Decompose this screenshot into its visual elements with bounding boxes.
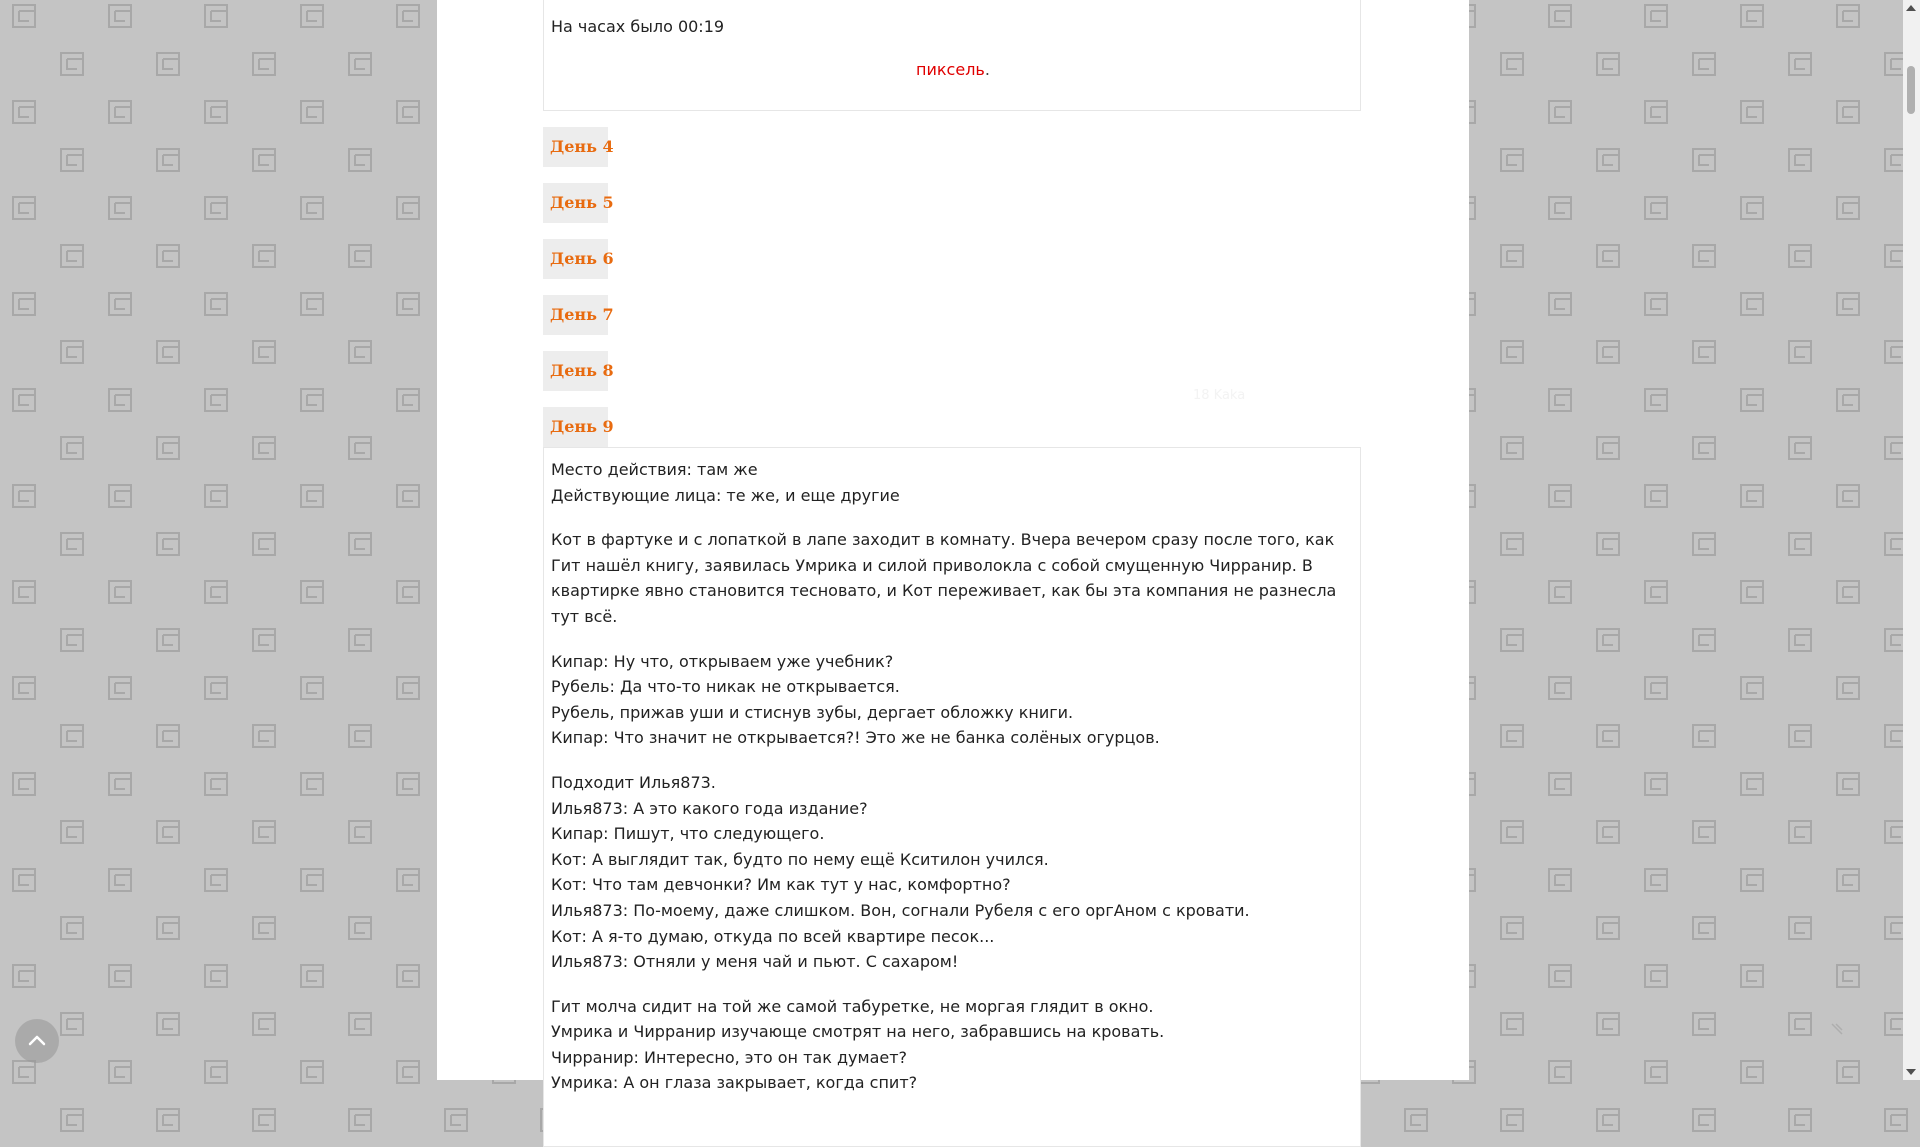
scrollbar-thumb[interactable] <box>1907 66 1915 114</box>
day-5-toggle[interactable]: День 5 <box>543 183 608 223</box>
dialogue-line: Илья873: А это какого года издание? <box>551 798 868 818</box>
dialogue-line: Илья873: По-моему, даже слишком. Вон, согнали Рубеля с его оргАном с кровати. <box>551 900 1250 920</box>
dialogue-line: Чирранир: Интересно, это он так думает? <box>551 1047 908 1067</box>
day-7-toggle[interactable]: День 7 <box>543 295 608 335</box>
dialogue-line: Кипар: Что значит не открывается?! Это же не банка солёных огурцов. <box>551 728 1160 748</box>
day-6-toggle[interactable]: День 6 <box>543 239 608 279</box>
chevron-up-icon <box>27 1031 47 1051</box>
narration-paragraph: Кот в фартуке и с лопаткой в лапе заходит в комнату. Вчера вечером сразу после того, как Гит нашёл книгу, заявилась Умрика и силой приволокла с собой смущенную Чирранир. В квартирке явно становится тесновато, и Кот переживает, как бы эта компания не разнесла тут всё. <box>551 530 1337 626</box>
text-line: Место действия: там же <box>551 460 758 479</box>
text-line: Действующие лица: те же, и еще другие <box>551 485 900 505</box>
day-8-toggle[interactable]: День 8 <box>543 351 608 391</box>
day9-content-box <box>543 447 1361 1147</box>
dialogue-line: Умрика и Чирранир изучающе смотрят на него, забравшись на кровать. <box>551 1022 1165 1042</box>
red-note <box>544 57 1362 83</box>
scroll-to-top-button[interactable] <box>15 1019 59 1063</box>
dialogue-line: Подходит Илья873. <box>551 772 716 792</box>
day3-content-box <box>543 0 1361 111</box>
day-4-toggle[interactable]: День 4 <box>543 127 608 167</box>
resize-corner-icon <box>1830 1022 1844 1036</box>
dialogue-line: Кипар: Ну что, открываем уже учебник? <box>551 651 894 671</box>
scrollbar[interactable] <box>1903 0 1920 1080</box>
time-line: На часах было 00:19 <box>551 17 725 36</box>
scroll-up-arrow-icon[interactable] <box>1906 5 1916 11</box>
red-note-dot: . <box>984 60 990 79</box>
dialogue-line: Гит молча сидит на той же самой табуретке, не моргая глядит в окно. <box>551 996 1154 1016</box>
dialogue-line: Кот: Что там девчонки? Им как тут у нас, комфортно? <box>551 875 1011 895</box>
dialogue-line: Умрика: А он глаза закрывает, когда спит? <box>551 1073 918 1093</box>
red-note-word: пиксель <box>916 60 985 79</box>
dialogue-line: Рубель: Да что-то никак не открывается. <box>551 677 900 697</box>
dialogue-line: Кипар: Пишут, что следующего. <box>551 824 825 844</box>
dialogue-line: Илья873: Отняли у меня чай и пьют. С сахаром! <box>551 952 959 972</box>
dialogue-line: Рубель, прижав уши и стиснув зубы, дергает обложку книги. <box>551 702 1074 722</box>
dialogue-line: Кот: А я-то думаю, откуда по всей квартире песок... <box>551 926 995 946</box>
scroll-down-arrow-icon[interactable] <box>1906 1069 1916 1075</box>
faint-overlay-text: 18 Kaka <box>1193 388 1246 403</box>
dialogue-line: Кот: А выглядит так, будто по нему ещё Кситилон учился. <box>551 849 1049 869</box>
day-9-toggle[interactable]: День 9 <box>543 407 608 447</box>
